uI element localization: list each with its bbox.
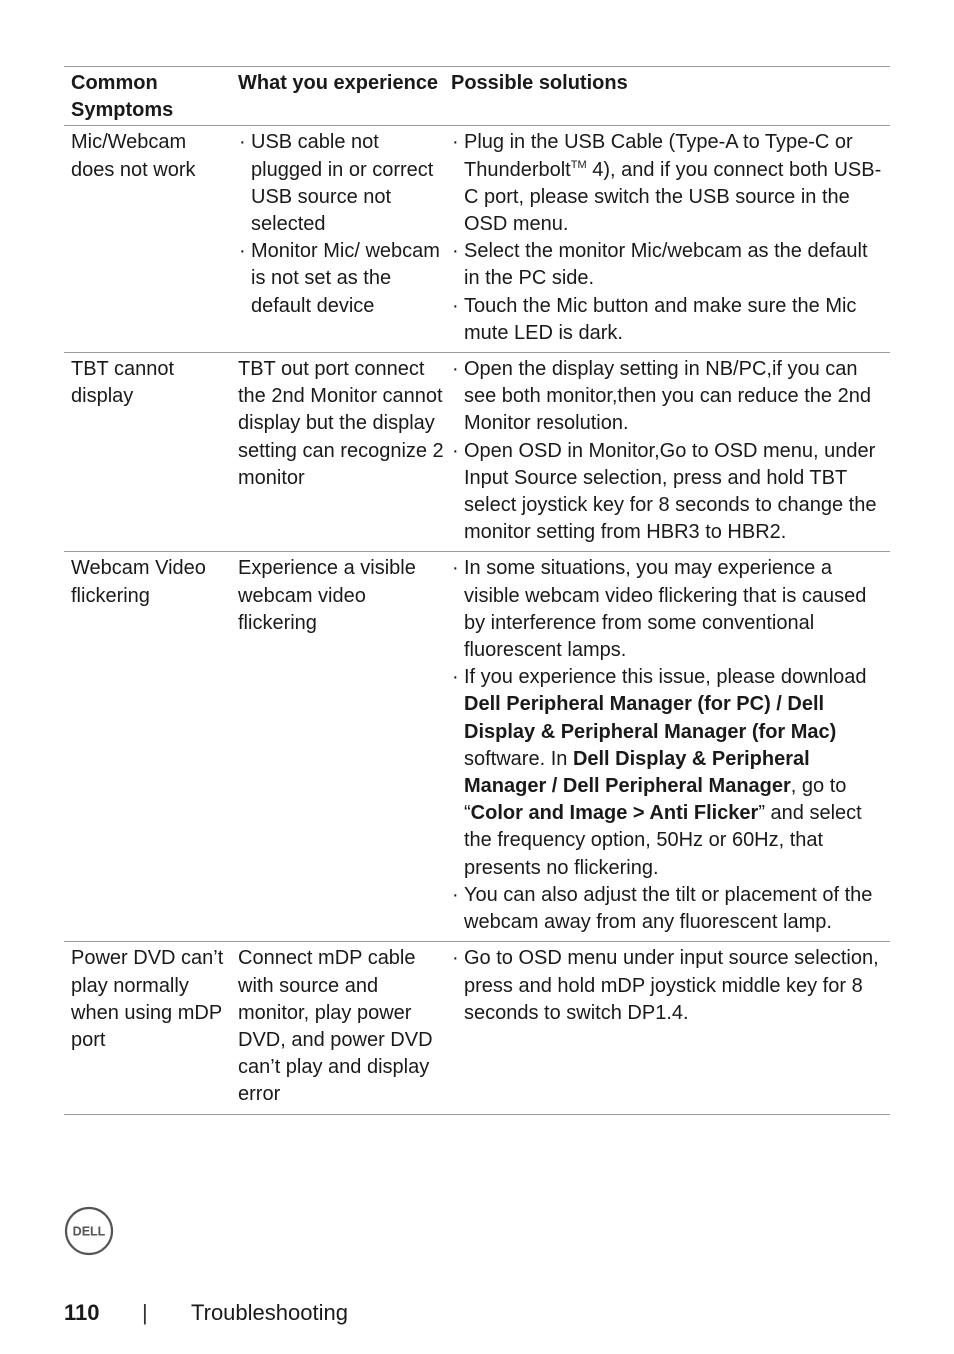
text-run: ” and select the frequency option, 50Hz or 60Hz, that presents no flickering. (464, 802, 862, 879)
solutions-cell (444, 356, 890, 546)
text-run: software. In (464, 747, 573, 770)
solution-bullet: · You can also adjust the tilt or placement of the webcam away from any fluorescent lamp. (451, 882, 888, 936)
solution-bullet-rich (451, 664, 888, 882)
solution-text-part1: Plug in the USB Cable (Type-A to Type-C or Thunderbolt (464, 131, 853, 181)
solution-bullet: · Open the display setting in NB/PC,if you can see both monitor,then you can reduce the 2nd Monitor resolution. (451, 356, 888, 438)
experience-cell (231, 129, 444, 347)
header-possible-solutions: Possible solutions (451, 72, 628, 94)
symptom-cell: TBT cannot display (71, 358, 175, 408)
solutions-cell (444, 129, 890, 347)
table-header-row (64, 67, 890, 126)
symptom-cell: Power DVD can’t play normally when using mDP port (71, 947, 224, 1051)
experience-cell: Connect mDP cable with source and monitor, play power DVD, and power DVD can’t play and display error (238, 947, 433, 1106)
bold-run: Dell Display & Peripheral Manager / Dell Peripheral Manager (464, 747, 810, 798)
solution-bullet: · In some situations, you may experience a visible webcam video flickering that is caused by interference from some conventional fluorescent lamps. (451, 555, 888, 664)
solutions-cell (444, 555, 890, 936)
solution-bullet: · Open OSD in Monitor,Go to OSD menu, under Input Source selection, press and hold TBT select joystick key for 8 seconds to change the monitor setting from HBR3 to HBR2. (451, 438, 888, 547)
trademark-mark: TM (570, 158, 587, 171)
symptom-cell: Webcam Video flickering (71, 557, 206, 607)
table-row (64, 942, 890, 1114)
header-what-you-experience: What you experience (238, 72, 439, 94)
experience-bullet: · Monitor Mic/ webcam is not set as the default device (238, 238, 444, 320)
table-row (64, 353, 890, 552)
header-common-symptoms: Common Symptoms (71, 72, 174, 122)
solution-bullet: · Go to OSD menu under input source selection, press and hold mDP joystick middle key for 8 seconds to switch DP1.4. (451, 945, 888, 1027)
table-row (64, 552, 890, 942)
solution-bullet: · Touch the Mic button and make sure the Mic mute LED is dark. (451, 293, 888, 347)
solution-text-part2: 4), and if you connect both USB-C port, please switch the USB source in the OSD menu. (464, 158, 882, 236)
section-title: Troubleshooting (191, 1300, 348, 1325)
solutions-cell (444, 945, 890, 1108)
experience-cell: Experience a visible webcam video flickering (238, 557, 416, 634)
footer-separator: | (142, 1300, 148, 1325)
experience-cell: TBT out port connect the 2nd Monitor cannot display but the display setting can recognize 2 monitor (238, 358, 444, 489)
experience-bullet: · USB cable not plugged in or correct USB source not selected (238, 129, 444, 238)
dell-logo-text: DELL (72, 1224, 106, 1239)
page-number: 110 (64, 1300, 100, 1325)
solution-bullet-thunderbolt (451, 129, 888, 238)
bold-run: Color and Image > Anti Flicker (470, 802, 759, 825)
troubleshooting-table (64, 66, 890, 1115)
solution-bullet: · Select the monitor Mic/webcam as the default in the PC side. (451, 238, 888, 292)
table-row (64, 126, 890, 353)
text-run: , go to “ (464, 775, 847, 825)
dell-logo-icon (64, 1206, 114, 1256)
text-run: If you experience this issue, please download (464, 666, 867, 689)
bold-run: Dell Peripheral Manager (for PC) / Dell Display & Peripheral Manager (for Mac) (464, 693, 837, 743)
symptom-cell: Mic/Webcam does not work (71, 131, 196, 181)
